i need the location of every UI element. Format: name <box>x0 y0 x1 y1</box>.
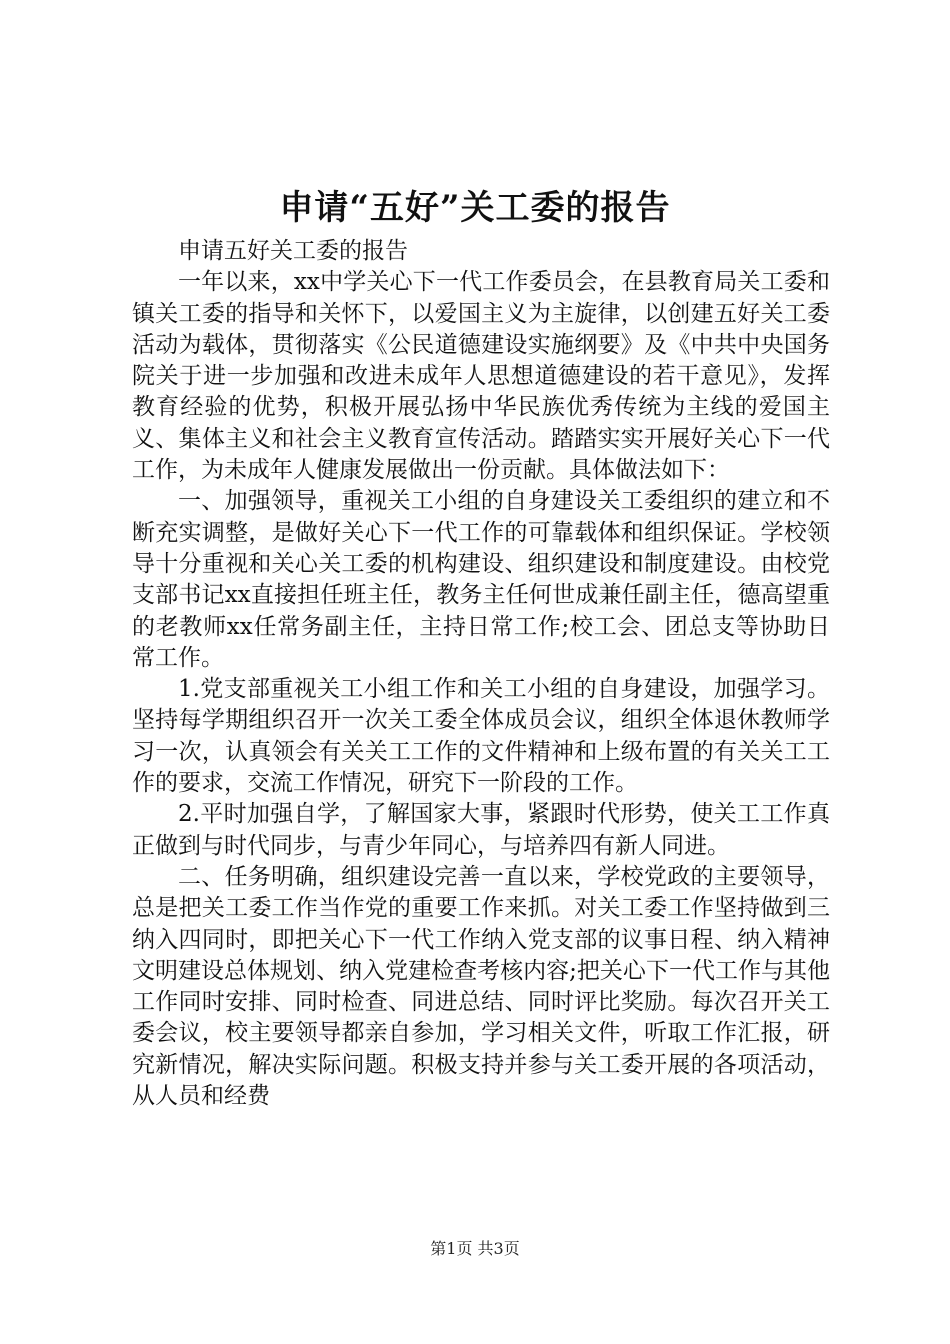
paragraph-subtitle: 申请五好关工委的报告 <box>178 238 408 264</box>
document-title: 申请“五好”关工委的报告 <box>279 188 671 228</box>
paragraph-item-2: 2.平时加强自学，了解国家大事，紧跟时代形势，使关工工作真正做到与时代同步，与青少年同心，与培养四有新人同进。 <box>132 801 830 859</box>
paragraph-item-1: 1.党支部重视关工小组工作和关工小组的自身建设，加强学习。坚持每学期组织召开一次关工委全体成员会议，组织全体退休教师学习一次，认真领会有关关工工作的文件精神和上级布置的有关关工工作的要求，交流工作情况，研究下一阶段的工作。 <box>132 676 830 797</box>
document-body <box>132 236 830 1112</box>
paragraph-section-2: 二、任务明确，组织建设完善一直以来，学校党政的主要领导，总是把关工委工作当作党的重要工作来抓。对关工委工作坚持做到三纳入四同时，即把关心下一代工作纳入党支部的议事日程、纳入精神文明建设总体规划、纳入党建检查考核内容;把关心下一代工作与其他工作同时安排、同时检查、同进总结、同时评比奖励。每次召开关工委会议，校主要领导都亲自参加，学习相关文件，听取工作汇报，研究新情况，解决实际问题。积极支持并参与关工委开展的各项活动，从人员和经费 <box>132 863 830 1110</box>
paragraph-section-1: 一、加强领导，重视关工小组的自身建设关工委组织的建立和不断充实调整，是做好关心下一代工作的可靠载体和组织保证。学校领导十分重视和关心关工委的机构建设、组织建设和制度建设。由校党支部书记xx直接担任班主任，教务主任何世成兼任副主任，德高望重的老教师xx任常务副主任，主持日常工作;校工会、团总支等协助日常工作。 <box>132 488 830 671</box>
paragraph-intro: 一年以来，xx中学关心下一代工作委员会，在县教育局关工委和镇关工委的指导和关怀下，以爱国主义为主旋律，以创建五好关工委活动为载体，贯彻落实《公民道德建设实施纲要》及《中共中央国务院关于进一步加强和改进未成年人思想道德建设的若干意见》，发挥教育经验的优势，积极开展弘扬中华民族优秀传统为主线的爱国主义、集体主义和社会主义教育宣传活动。踏踏实实开展好关心下一代工作，为未成年人健康发展做出一份贡献。具体做法如下： <box>132 269 830 484</box>
page-number-footer: 第1页 共3页 <box>430 1239 520 1258</box>
